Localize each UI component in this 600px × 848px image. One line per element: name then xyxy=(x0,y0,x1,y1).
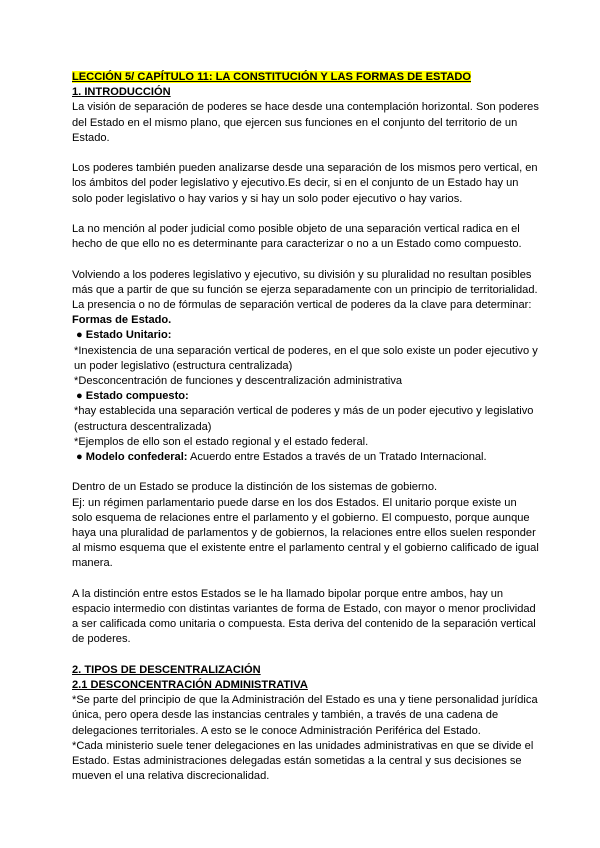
paragraph: La no mención al poder judicial como posible objeto de una separación vertical radica en el hecho de que ello no es determinante para caracterizar o no a un Estado como compuesto. xyxy=(72,223,522,251)
bullet-item-confederal xyxy=(72,450,540,465)
paragraph: Ej: un régimen parlamentario puede darse en los dos Estados. El unitario porque existe un solo esquema de relaciones entre el parlamento y el gobierno. El compuesto, porque aunque haya una pluralidad de parlamentos y de gobiernos, la relaciones entre ellos suelen responder al mismo esquema que el existente entre el parlamento central y el gobierno calificado de igual manera. xyxy=(72,496,539,570)
list-item: *hay establecida una separación vertical de poderes y más de un poder ejecutivo y legislativo (estructura descentralizada) xyxy=(74,405,534,433)
bullet-icon: ● xyxy=(76,329,83,342)
bullet-item-unitario xyxy=(72,328,540,343)
subsection-heading: 2.1 DESCONCENTRACIÓN ADMINISTRATIVA xyxy=(72,679,308,692)
bullet-icon: ● xyxy=(76,390,83,403)
paragraph: A la distinción entre estos Estados se le ha llamado bipolar porque entre ambos, hay un espacio intermedio con distintas variantes de forma de Estado, con mayor o menor proclividad a ser calificada como unitaria o compuesta. Esta deriva del contenido de la separación vertical de poderes. xyxy=(72,587,536,646)
bullet-label: Estado Unitario: xyxy=(85,329,172,342)
list-item: *Desconcentración de funciones y descentralización administrativa xyxy=(74,375,403,388)
paragraph: Volviendo a los poderes legislativo y ejecutivo, su división y su pluralidad no resultan posibles más que a partir de que su función se ejerza separadamente con un principio de territorialidad. La presencia o no de fórmulas de separación vertical de poderes da la clave para determinar: xyxy=(72,268,538,311)
paragraph: Los poderes también pueden analizarse desde una separación de los mismos pero vertical, en los ámbitos del poder legislativo y ejecutivo.Es decir, si en el conjunto de un Estado hay un solo poder legislativo o hay varios y si hay un solo poder ejecutivo o hay varios. xyxy=(72,162,538,205)
paragraph: Dentro de un Estado se produce la distinción de los sistemas de gobierno. xyxy=(72,481,438,494)
bullet-label: Modelo confederal: xyxy=(85,451,188,464)
paragraph: *Se parte del principio de que la Administración del Estado es una y tiene personalidad jurídica única, pero opera desde las instancias centrales y también, a través de una cadena de delegaciones territoriales. A esto se le conoce Administración Periférica del Estado. xyxy=(72,694,538,737)
bullet-label: Estado compuesto: xyxy=(85,390,189,403)
section-heading-tipos: 2. TIPOS DE DESCENTRALIZACIÓN xyxy=(72,663,261,676)
paragraph: *Cada ministerio suele tener delegaciones en las unidades administrativas en que se divide el Estado. Estas administraciones delegadas están sometidas a la central y sus decisiones se mueven el una relativa discrecionalidad. xyxy=(72,739,534,783)
title-highlight: LECCIÓN 5/ CAPÍTULO 11: LA CONSTITUCIÓN Y LAS FORMAS DE ESTADO xyxy=(72,71,471,83)
bullet-text: Acuerdo entre Estados a través de un Tratado Internacional. xyxy=(187,451,487,464)
list-item: *Ejemplos de ello son el estado regional y el estado federal. xyxy=(74,435,369,448)
bullet-item-compuesto xyxy=(72,389,540,404)
formas-label: Formas de Estado. xyxy=(72,314,172,327)
bullet-icon: ● xyxy=(76,451,83,464)
document-title xyxy=(72,70,540,85)
section-heading-introduccion: 1. INTRODUCCIÓN xyxy=(72,86,171,99)
paragraph: La visión de separación de poderes se hace desde una contemplación horizontal. Son poderes del Estado en el mismo plano, que ejercen sus funciones en el conjunto del territorio de un Estado. xyxy=(72,101,539,144)
list-item: *Inexistencia de una separación vertical de poderes, en el que solo existe un poder ejecutivo y un poder legislativo (estructura centralizada) xyxy=(74,344,538,372)
